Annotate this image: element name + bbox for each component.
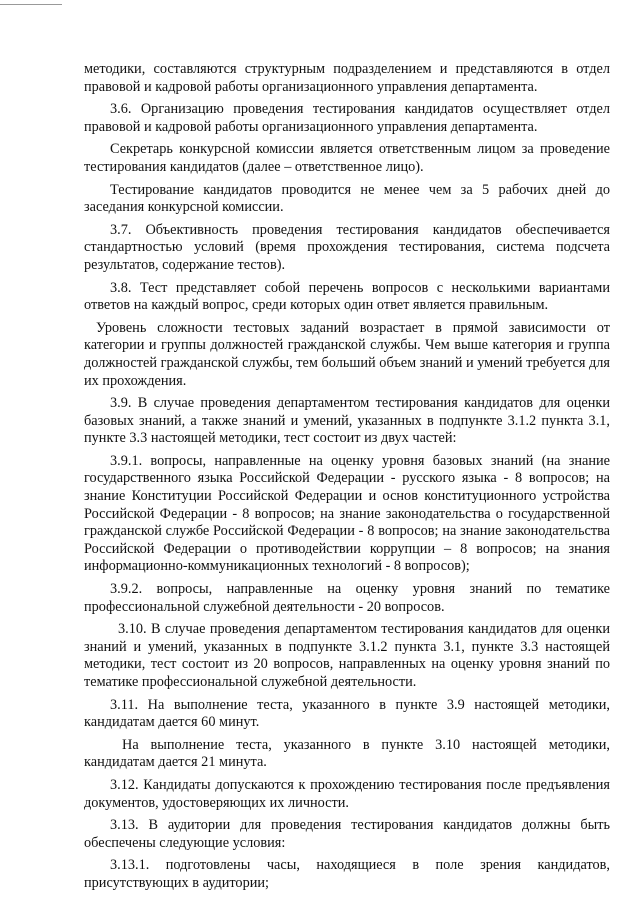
- document-page: [84, 61, 610, 898]
- corner-rule: [0, 4, 62, 5]
- paragraph-3-10: 3.10. В случае проведения департаментом тестирования кандидатов для оценки знаний и умений, указанных в подпункте 3.1.2 пункта 3.1, пункте 3.3 настоящей методики, тест состоит из 20 вопросов, направленных на оценку уровня знаний по тематике профессиональной служебной деятельности.: [84, 621, 610, 690]
- paragraph-secretary: Секретарь конкурсной комиссии является ответственным лицом за проведение тестирования кандидатов (далее – ответственное лицо).: [84, 141, 610, 175]
- paragraph-3-13: 3.13. В аудитории для проведения тестирования кандидатов должны быть обеспечены следующие условия:: [84, 817, 610, 851]
- paragraph-3-6: 3.6. Организацию проведения тестирования кандидатов осуществляет отдел правовой и кадровой работы организационного управления департамента.: [84, 101, 610, 135]
- paragraph-continuation: методики, составляются структурным подразделением и представляются в отдел правовой и кадровой работы организационного управления департамента.: [84, 61, 610, 95]
- paragraph-3-9: 3.9. В случае проведения департаментом тестирования кандидатов для оценки базовых знаний, а также знаний и умений, указанных в подпункте 3.1.2 пункта 3.1, пункте 3.3 настоящей методики, тест состоит из двух частей:: [84, 395, 610, 447]
- paragraph-testing-deadline: Тестирование кандидатов проводится не менее чем за 5 рабочих дней до заседания конкурсной комиссии.: [84, 181, 610, 216]
- paragraph-3-13-1: 3.13.1. подготовлены часы, находящиеся в поле зрения кандидатов, присутствующих в аудитории;: [84, 857, 610, 891]
- paragraph-3-11: 3.11. На выполнение теста, указанного в пункте 3.9 настоящей методики, кандидатам дается 60 минут.: [84, 696, 610, 731]
- paragraph-difficulty: Уровень сложности тестовых заданий возрастает в прямой зависимости от категории и группы должностей гражданской службы. Чем выше категория и группа должностей гражданской службы, тем больший объем знаний и умений требуется для их прохождения.: [84, 319, 610, 389]
- paragraph-3-12: 3.12. Кандидаты допускаются к прохождению тестирования после предъявления документов, удостоверяющих их личности.: [84, 776, 610, 811]
- paragraph-3-8: 3.8. Тест представляет собой перечень вопросов с несколькими вариантами ответов на каждый вопрос, среди которых один ответ является правильным.: [84, 279, 610, 314]
- paragraph-3-9-2: 3.9.2. вопросы, направленные на оценку уровня знаний по тематике профессиональной служебной деятельности - 20 вопросов.: [84, 581, 610, 615]
- paragraph-3-7: 3.7. Объективность проведения тестирования кандидатов обеспечивается стандартностью условий (время прохождения тестирования, система подсчета результатов, содержание тестов).: [84, 221, 610, 273]
- paragraph-3-9-1: 3.9.1. вопросы, направленные на оценку уровня базовых знаний (на знание государственного языка Российской Федерации - русского языка - 8 вопросов; на знание Конституции Российской Федерации и основ конституционного устройства Российской Федерации - 8 вопросов; на знание законодательства о государственной гражданской службе Российской Федерации - 8 вопросов; на знание законодательства Российской Федерации о противодействии коррупции – 8 вопросов; на знания информационно-коммуникационных технологий - 8 вопросов);: [84, 452, 610, 575]
- paragraph-3-10-time: На выполнение теста, указанного в пункте 3.10 настоящей методики, кандидатам дается 21 минута.: [84, 736, 610, 771]
